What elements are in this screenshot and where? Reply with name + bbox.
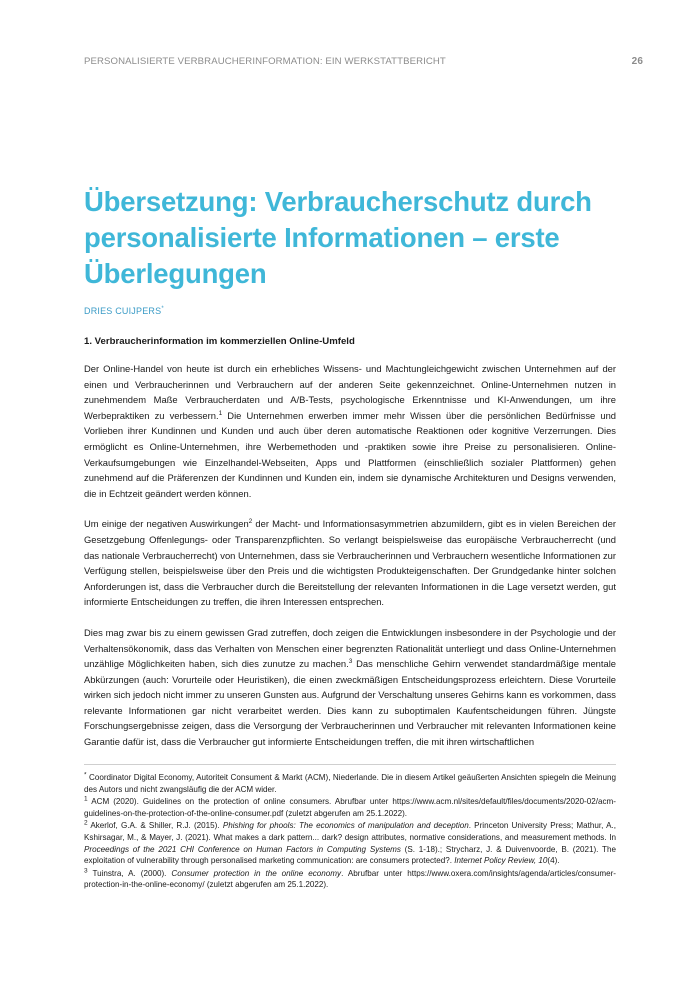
italic-text: Internet Policy Review, 10 xyxy=(454,856,548,866)
body-text xyxy=(84,361,616,765)
footnote-ref[interactable]: 3 xyxy=(84,867,88,875)
running-head xyxy=(84,56,643,67)
footnote xyxy=(84,772,616,795)
text-run: (S. 1-18).; Strycharz, J. & Duivenvoorde, B. (2021). The exploitation of vulnerability through personalised marketing communication: are consumers protected?. xyxy=(84,844,616,866)
paragraph xyxy=(84,516,616,610)
paragraph xyxy=(84,361,616,501)
section-heading: 1. Verbraucherinformation im kommerziellen Online-Umfeld xyxy=(84,336,355,347)
text-run: ACM (2020). Guidelines on the protection of online consumers. Abrufbar unter https://www.acm.nl/sites/default/files/documents/2020-02/acm-guidelines-on-the-protection-of-the-online-consumer.pdf (zuletzt abgerufen am 25.1.2022). xyxy=(84,797,616,818)
running-head-title: PERSONALISIERTE VERBRAUCHERINFORMATION: EIN WERKSTATTBERICHT xyxy=(84,56,446,67)
footnote-divider xyxy=(84,764,616,765)
text-run: Der Online-Handel von heute ist durch ein erhebliches Wissens- und Machtungleichgewicht zwischen Unternehmen auf der einen und Verbraucherinnen und Verbrauchern auf der anderen Seite gekennzeichnet. Online-Unternehmen nutzen in zunehmendem Maße Verbraucherdaten und A/B-Tests, psychologische Erkenntnisse und KI-Anwendungen, um ihre Werbepraktiken zu verbessern. xyxy=(84,363,616,421)
italic-text: Proceedings of the 2021 CHI Conference on Human Factors in Computing Systems xyxy=(84,844,401,854)
text-run: Tuinstra, A. (2000). xyxy=(87,868,172,878)
text-run: Die Unternehmen erwerben immer mehr Wissen über die persönlichen Bedürfnisse und Vorlieben ihrer Kundinnen und Kunden und auch über deren automatische Reaktionen oder kognitive Verzerrungen. Dies ermöglicht es Online-Unternehmen, ihre Werbemethoden und -praktiken sowie ihre Preise zu personalisieren. Online-Verkaufsumgebungen wie Einzelhandel-Webseiten, Apps und Plattformen (einschließlich sozialer Plattformen) gehen zunehmend auf die Präferenzen der Kundinnen und Kunden ein, indem sie dynamische Architekturen und Designs verwenden, die in Echtzeit geändert werden können. xyxy=(84,409,616,499)
footnote-ref[interactable]: 3 xyxy=(348,657,353,665)
paragraph xyxy=(84,625,616,750)
footnote-ref[interactable]: 2 xyxy=(84,819,88,827)
footnote-ref[interactable]: 1 xyxy=(84,795,88,803)
footnote xyxy=(84,796,616,819)
text-run: Coordinator Digital Economy, Autoriteit Consument & Markt (ACM), Niederlande. Die in diesem Artikel geäußerten Ansichten spiegeln die Meinung des Autors und nicht zwangsläufig die der ACM wider. xyxy=(84,773,616,794)
footnotes xyxy=(84,772,616,892)
text-run: der Macht- und Informationsasymmetrien abzumildern, gibt es in vielen Bereichen der Gesetzgebung Offenlegungs- oder Transparenzpflichten. So verlangt beispielsweise das europäische Verbraucherrecht (und das nationale Verbraucherrecht) von Unternehmen, dass sie Verbraucherinnen und Verbrauchern wesentliche Informationen zur Verfügung stellen, beispielsweise über den Preis und die wichtigsten Produkteigenschaften. Der Grundgedanke hinter solchen Anforderungen ist, dass die Verbraucher durch die Bereitstellung der relevanten Informationen in die Lage versetzt werden, gut informierte Entscheidungen zu treffen, die ihren Interessen entsprechen. xyxy=(84,518,616,608)
author-byline xyxy=(84,306,164,316)
text-run: Akerlof, G.A. & Shiller, R.J. (2015). xyxy=(87,821,223,831)
text-run: Das menschliche Gehirn verwendet standardmäßige mentale Abkürzungen (auch: Vorurteile oder Heuristiken), die einen zweckmäßigen Entscheidungsprozess erleichtern. Diese Vorurteile wirken sich jedoch nicht immer zu unseren Gunsten aus. Aufgrund der Verschaltung unseres Gehirns kann es vorkommen, dass relevante Informationen gar nicht verarbeitet werden. Dies kann zu suboptimalen Kaufentscheidungen führen. Jüngste Forschungsergebnisse zeigen, dass die Versorgung der Verbraucherinnen und Verbraucher mit relevanten Informationen keine Garantie dafür ist, dass die Verbraucher gut informierte Entscheidungen treffen, die mit ihren wirtschaftlichen xyxy=(84,658,616,748)
footnote xyxy=(84,868,616,891)
footnote-ref[interactable]: 1 xyxy=(218,409,223,417)
text-run: Um einige der negativen Auswirkungen xyxy=(84,518,249,530)
author-name: DRIES CUIJPERS xyxy=(84,306,162,316)
footnote-ref[interactable]: * xyxy=(84,771,87,779)
text-run: . Abrufbar unter https://www.oxera.com/insights/agenda/articles/consumer-protection-in-the-online-economy/ (zuletzt abgerufen am 25.1.2022). xyxy=(84,868,616,890)
text-run: (4). xyxy=(547,856,560,866)
text-run: . Princeton University Press; Mathur, A., Kshirsagar, M., & Mayer, J. (2021). What makes a dark pattern... dark? design attributes, normative considerations, and measurement methods. In xyxy=(84,821,617,842)
footnote xyxy=(84,820,616,866)
text-run: Dies mag zwar bis zu einem gewissen Grad zutreffen, doch zeigen die Entwicklungen insbesondere in der Psychologie und der Verhaltensökonomik, dass das Verhalten von Menschen einer begrenzten Rationalität unterliegt und dass Online-Unternehmen unzählige Möglichkeiten haben, sich dies zunutze zu machen. xyxy=(84,626,616,670)
italic-text: Consumer protection in the online economy xyxy=(171,868,342,878)
author-footnote-mark[interactable]: * xyxy=(161,306,164,312)
page-number: 26 xyxy=(631,56,643,67)
italic-text: Phishing for phools: The economics of manipulation and deception xyxy=(222,821,469,831)
article-title: Übersetzung: Verbraucherschutz durch personalisierte Informationen – erste Überlegungen xyxy=(84,186,592,289)
footnote-ref[interactable]: 2 xyxy=(248,518,253,526)
